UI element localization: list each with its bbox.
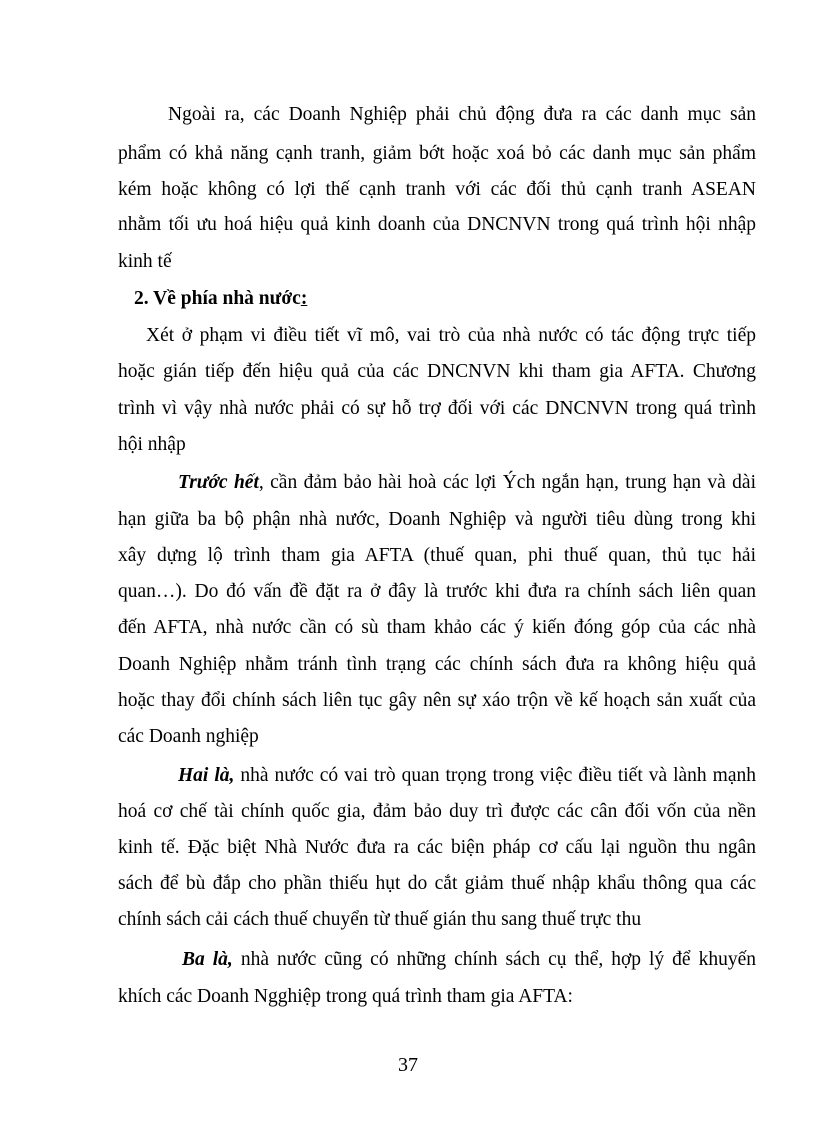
paragraph-line: chính sách cải cách thuế chuyển từ thuế gián thu sang thuế trực thu [118,909,642,930]
paragraph-line: quan…). Do đó vấn đề đặt ra ở đây là trước khi đưa ra chính sách liên quan [118,581,756,602]
paragraph-line: kinh tế. Đặc biệt Nhà Nước đưa ra các biện pháp cơ cấu lại nguồn thu ngân [118,837,756,858]
page-number: 37 [398,1054,418,1076]
lead-phrase: Hai là, [178,765,235,786]
paragraph-first-line [182,947,756,973]
paragraph-line: hoá cơ chế tài chính quốc gia, đảm bảo duy trì được các cân đối vốn của nền [118,801,756,822]
lead-phrase: Ba là, [182,949,233,970]
line-text: nhà nước có vai trò quan trọng trong việc điều tiết và lành mạnh [234,765,756,786]
paragraph-line: Doanh Nghiệp nhằm tránh tình trạng các chính sách đưa ra không hiệu quả [118,654,756,675]
paragraph-line: phẩm có khả năng cạnh tranh, giảm bớt hoặc xoá bỏ các danh mục sản phẩm [118,143,756,164]
paragraph-line: đến AFTA, nhà nước cần có sù tham khảo các ý kiến đóng góp của các nhà [118,617,756,638]
section-heading-text: 2. Về phía nhà nước [134,288,301,309]
line-text: , cần đảm bảo hài hoà các lợi Ých ngắn hạn, trung hạn và dài [258,472,756,493]
paragraph-line: hoặc gián tiếp đến hiệu quả của các DNCNVN khi tham gia AFTA. Chương [118,361,756,382]
paragraph-line: trình vì vậy nhà nước phải có sự hỗ trợ đối với các DNCNVN trong quá trình [118,398,756,419]
paragraph-line: hoặc thay đổi chính sách liên tục gây nên sự xáo trộn về kế hoạch sản xuất của [118,690,756,711]
paragraph-line: sách để bù đắp cho phần thiếu hụt do cắt giảm thuế nhập khẩu thông qua các [118,873,756,894]
paragraph-line: khích các Doanh Ngghiệp trong quá trình tham gia AFTA: [118,986,573,1007]
paragraph-line: Xét ở phạm vi điều tiết vĩ mô, vai trò của nhà nước có tác động trực tiếp [146,325,756,346]
line-text: nhà nước cũng có những chính sách cụ thể, hợp lý để khuyến [232,949,756,970]
paragraph-line: nhằm tối ưu hoá hiệu quả kinh doanh của DNCNVN trong quá trình hội nhập [118,214,756,235]
paragraph-line: hạn giữa ba bộ phận nhà nước, Doanh Nghiệp và người tiêu dùng trong khi [118,509,756,530]
paragraph-line: Ngoài ra, các Doanh Nghiệp phải chủ động đưa ra các danh mục sản [168,104,756,125]
paragraph-line: hội nhập [118,434,186,455]
paragraph-line: kém hoặc không có lợi thế cạnh tranh với các đối thủ cạnh tranh ASEAN [118,179,756,200]
paragraph-line: xây dựng lộ trình tham gia AFTA (thuế quan, phi thuế quan, thủ tục hải [118,545,756,566]
paragraph-first-line [178,763,756,789]
section-heading-colon: : [300,288,308,309]
paragraph-line: các Doanh nghiệp [118,726,259,747]
lead-phrase: Trước hết [178,472,259,493]
paragraph-line: kinh tế [118,251,172,272]
paragraph-first-line [178,470,756,496]
section-heading [134,286,772,312]
